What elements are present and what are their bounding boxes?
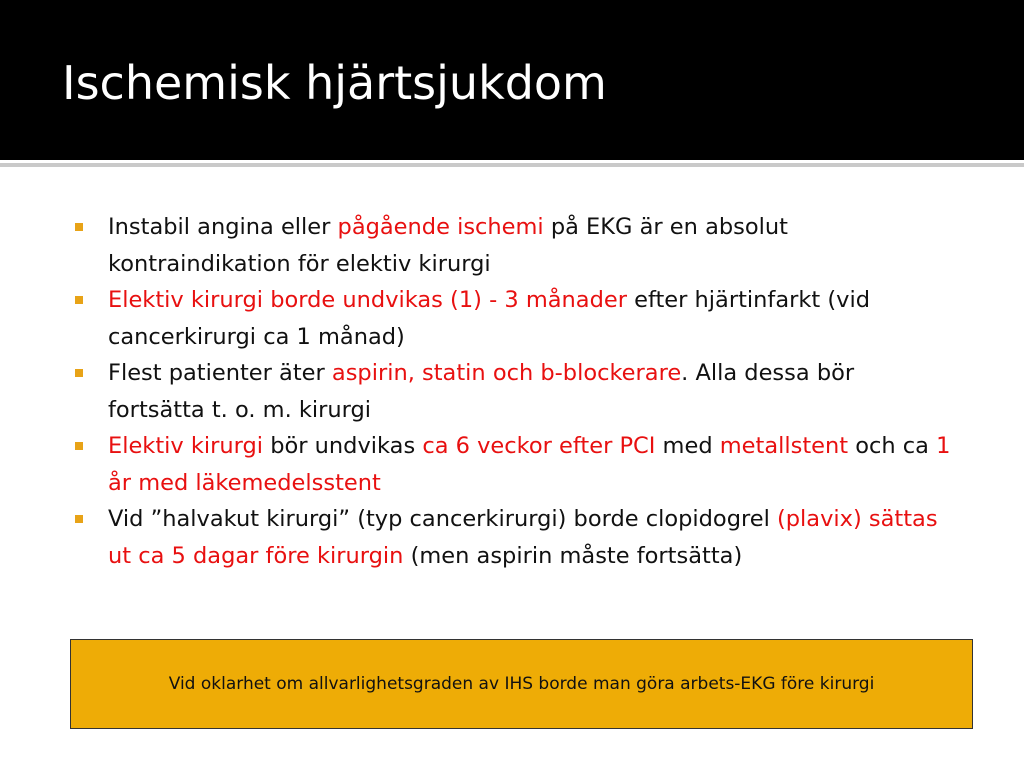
bullet-emphasis: pågående ischemi bbox=[337, 214, 544, 240]
bullet-marker-icon bbox=[75, 223, 83, 231]
bullet-emphasis: ca 6 veckor efter PCI bbox=[422, 433, 656, 459]
bullet-emphasis: Elektiv kirurgi borde undvikas (1) - 3 månader bbox=[108, 287, 627, 313]
bullet-emphasis: 1 år med läkemedelsstent bbox=[108, 433, 951, 496]
bullet-item bbox=[75, 428, 955, 501]
bullet-text: på EKG är en absolut kontraindikation för elektiv kirurgi bbox=[108, 214, 788, 277]
bullet-emphasis: (plavix) sättas ut ca 5 dagar före kirurgin bbox=[108, 506, 938, 569]
note-box bbox=[70, 639, 973, 729]
bullet-item bbox=[75, 355, 955, 428]
bullet-emphasis: metallstent bbox=[719, 433, 849, 459]
bullet-emphasis: aspirin, statin och b-blockerare bbox=[331, 360, 682, 386]
title-bar bbox=[0, 0, 1024, 156]
bullet-text: med bbox=[655, 433, 720, 459]
bullet-text: Flest patienter äter bbox=[108, 360, 332, 386]
bullet-text: Vid ”halvakut kirurgi” (typ cancerkirurgi) borde clopidogrel bbox=[108, 506, 777, 532]
bullet-text: bör undvikas bbox=[263, 433, 423, 459]
bullet-item bbox=[75, 282, 955, 355]
bullet-emphasis: Elektiv kirurgi bbox=[108, 433, 264, 459]
bullet-text: Instabil angina eller bbox=[108, 214, 338, 240]
bullet-text: och ca bbox=[848, 433, 937, 459]
bullet-marker-icon bbox=[75, 296, 83, 304]
bullet-list bbox=[75, 209, 955, 574]
slide-content bbox=[0, 167, 1024, 768]
slide-title: Ischemisk hjärtsjukdom bbox=[62, 56, 607, 110]
bullet-item bbox=[75, 501, 955, 574]
note-text: Vid oklarhet om allvarlighetsgraden av IHS borde man göra arbets-EKG före kirurgi bbox=[168, 674, 875, 694]
bullet-text: (men aspirin måste fortsätta) bbox=[403, 542, 743, 569]
bullet-text: efter hjärtinfarkt (vid cancerkirurgi ca 1 månad) bbox=[108, 287, 871, 350]
bullet-marker-icon bbox=[75, 515, 83, 523]
bullet-item bbox=[75, 209, 955, 282]
bullet-marker-icon bbox=[75, 369, 83, 377]
bullet-text: . Alla dessa bör fortsätta t. o. m. kirurgi bbox=[108, 360, 855, 423]
bullet-marker-icon bbox=[75, 442, 83, 450]
